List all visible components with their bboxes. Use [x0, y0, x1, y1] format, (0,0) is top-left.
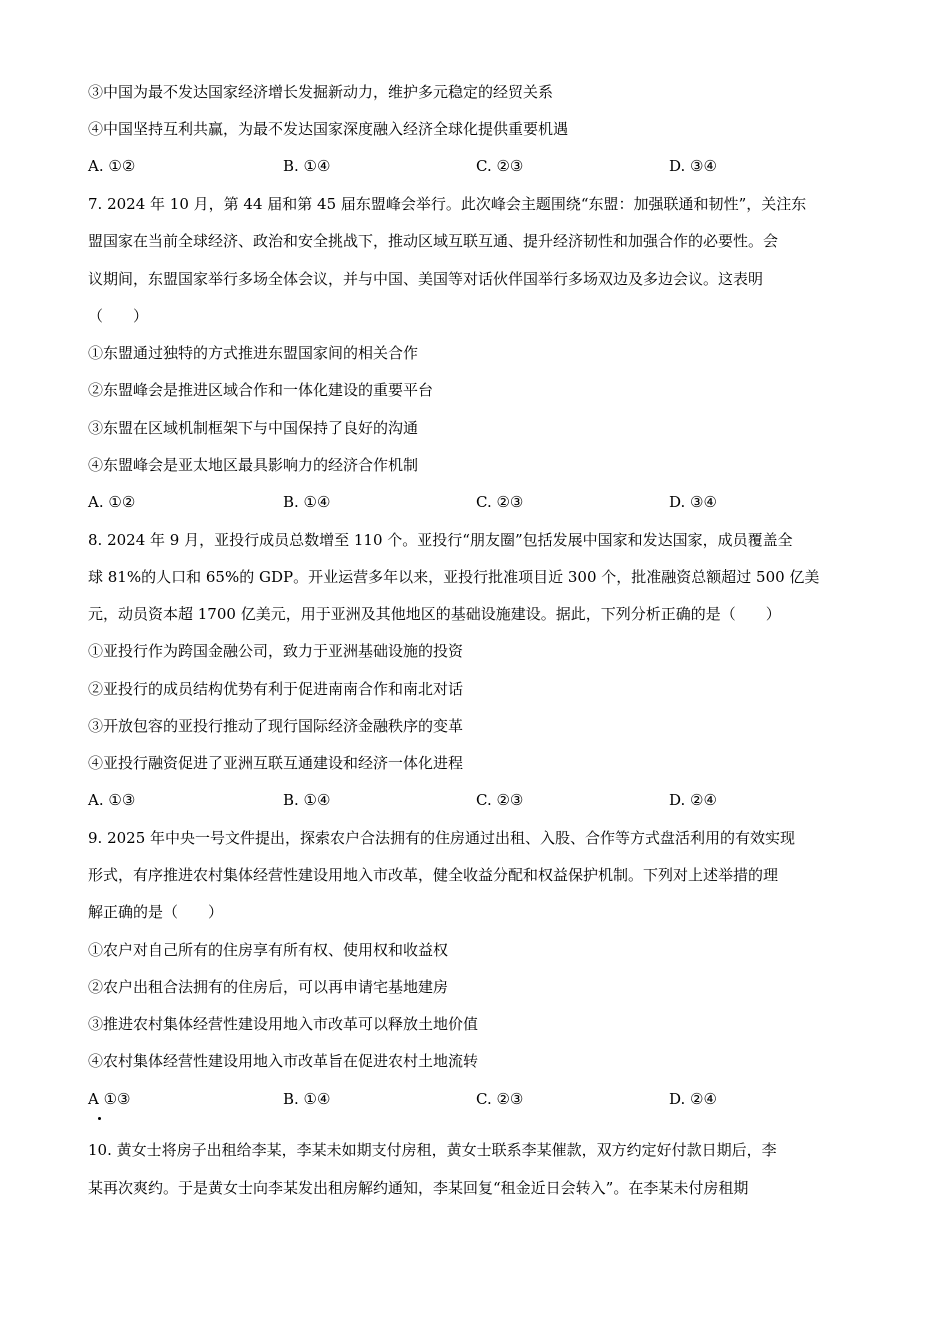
q7-stem-line-2: 盟国家在当前全球经济、政治和安全挑战下，推动区域互联互通、提升经济韧性和加强合作的必要性。会	[88, 232, 779, 250]
q7-statement-2: ②东盟峰会是推进区域合作和一体化建设的重要平台	[88, 381, 434, 399]
q10-stem-line-1: 10. 黄女士将房子出租给李某，李某未如期支付房租，黄女士联系李某催款，双方约定好付款日期后，李	[88, 1141, 777, 1159]
option-d: D. ②④	[669, 791, 717, 809]
option-c: C. ②③	[476, 1090, 524, 1108]
q9-statement-1: ①农户对自己所有的住房享有所有权、使用权和收益权	[88, 941, 449, 959]
option-d: D. ③④	[669, 493, 717, 511]
q7-answer-bracket: （ ）	[88, 307, 149, 325]
option-b: B. ①④	[283, 493, 331, 511]
q7-stem-line-1: 7. 2024 年 10 月，第 44 届和第 45 届东盟峰会举行。此次峰会主题围绕“东盟：加强联通和韧性”，关注东	[88, 195, 807, 213]
q7-statement-1: ①东盟通过独特的方式推进东盟国家间的相关合作	[88, 344, 419, 362]
option-c: C. ②③	[476, 791, 524, 809]
option-d: D. ③④	[669, 157, 717, 175]
q6-statement-3: ③中国为最不发达国家经济增长发掘新动力，维护多元稳定的经贸关系	[88, 83, 554, 101]
option-a: A. ①②	[88, 157, 136, 175]
q9-stem-line-3: 解正确的是（ ）	[88, 903, 224, 921]
option-b: B. ①④	[283, 157, 331, 175]
q10-stem-line-2: 某再次爽约。于是黄女士向李某发出租房解约通知，李某回复“租金近日会转入”。在李某未付房租期	[88, 1179, 749, 1197]
q8-statement-1: ①亚投行作为跨国金融公司，致力于亚洲基础设施的投资	[88, 642, 464, 660]
q8-statement-3: ③开放包容的亚投行推动了现行国际经济金融秩序的变革	[88, 717, 464, 735]
q9-statement-3: ③推进农村集体经营性建设用地入市改革可以释放土地价值	[88, 1015, 479, 1033]
q6-options	[88, 156, 888, 176]
option-c: C. ②③	[476, 157, 524, 175]
q8-options	[88, 790, 888, 810]
q9-stem-line-1: 9. 2025 年中央一号文件提出，探索农户合法拥有的住房通过出租、入股、合作等方式盘活利用的有效实现	[88, 829, 796, 847]
stray-dot-mark	[98, 1117, 101, 1120]
option-b: B. ①④	[283, 791, 331, 809]
q8-stem-line-1: 8. 2024 年 9 月，亚投行成员总数增至 110 个。亚投行“朋友圈”包括发展中国家和发达国家，成员覆盖全	[88, 531, 793, 549]
q6-statement-4: ④中国坚持互利共赢，为最不发达国家深度融入经济全球化提供重要机遇	[88, 120, 569, 138]
option-a: A. ①③	[88, 791, 136, 809]
q7-options	[88, 492, 888, 512]
option-c: C. ②③	[476, 493, 524, 511]
q7-statement-4: ④东盟峰会是亚太地区最具影响力的经济合作机制	[88, 456, 419, 474]
q8-statement-4: ④亚投行融资促进了亚洲互联互通建设和经济一体化进程	[88, 754, 464, 772]
q7-statement-3: ③东盟在区域机制框架下与中国保持了良好的沟通	[88, 419, 419, 437]
q9-stem-line-2: 形式，有序推进农村集体经营性建设用地入市改革，健全收益分配和权益保护机制。下列对上述举措的理	[88, 866, 779, 884]
q7-stem-line-3: 议期间，东盟国家举行多场全体会议，并与中国、美国等对话伙伴国举行多场双边及多边会议。这表明	[88, 270, 764, 288]
option-d: D. ②④	[669, 1090, 717, 1108]
option-a: A ①③	[88, 1090, 131, 1108]
q8-statement-2: ②亚投行的成员结构优势有利于促进南南合作和南北对话	[88, 680, 464, 698]
q9-statement-4: ④农村集体经营性建设用地入市改革旨在促进农村土地流转	[88, 1052, 479, 1070]
q9-options	[88, 1089, 888, 1109]
q8-stem-line-2: 球 81%的人口和 65%的 GDP。开业运营多年以来，亚投行批准项目近 300 个，批准融资总额超过 500 亿美	[88, 568, 820, 586]
q8-stem-line-3: 元，动员资本超 1700 亿美元，用于亚洲及其他地区的基础设施建设。据此，下列分析正确的是（ ）	[88, 605, 781, 623]
option-b: B. ①④	[283, 1090, 331, 1108]
option-a: A. ①②	[88, 493, 136, 511]
q9-statement-2: ②农户出租合法拥有的住房后，可以再申请宅基地建房	[88, 978, 449, 996]
